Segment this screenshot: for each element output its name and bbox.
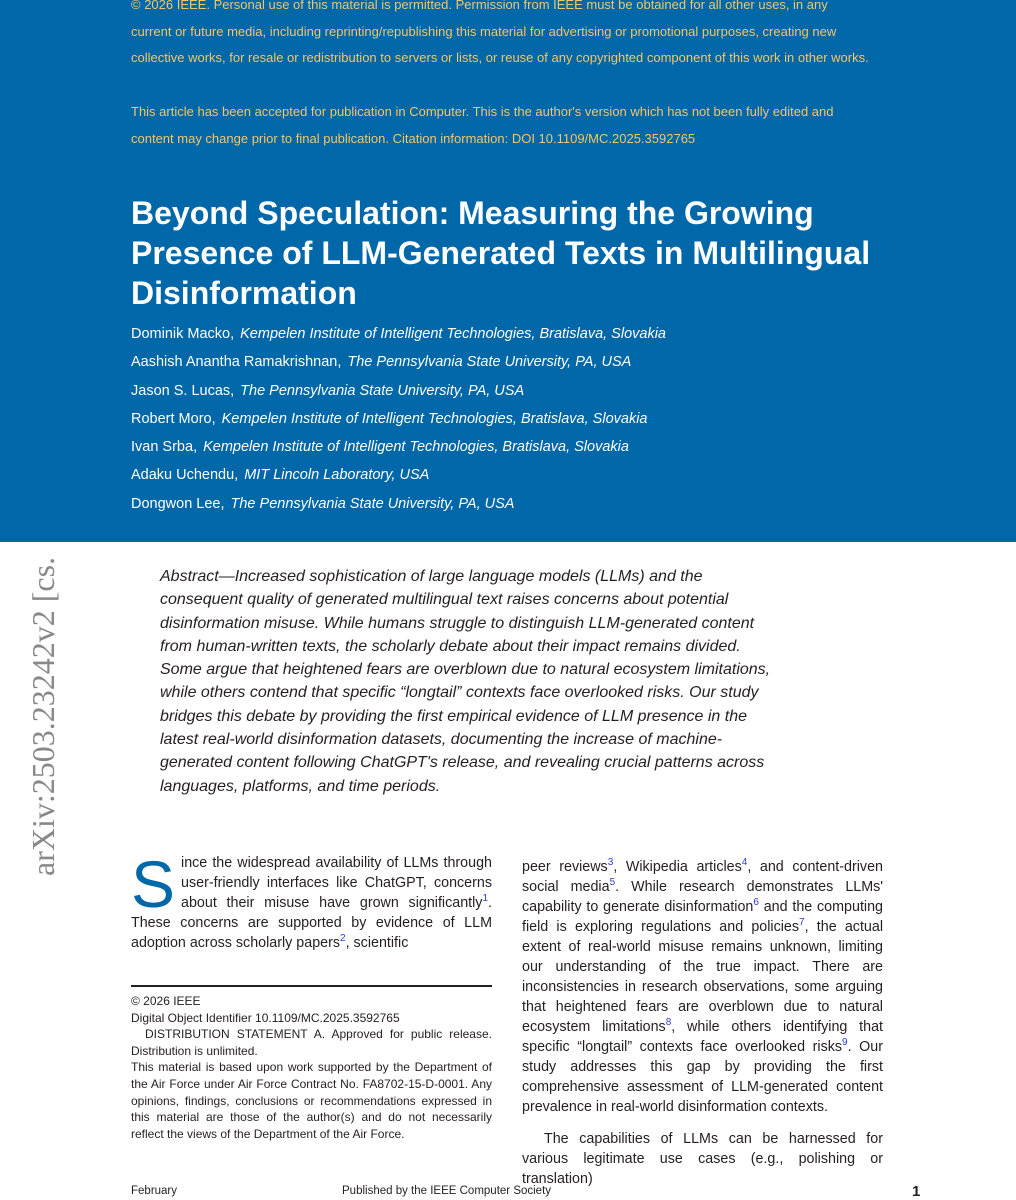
- citation-ref[interactable]: 1: [482, 893, 489, 905]
- body-text-span: . While research demonstrates LLMs' capability to generate disinformation: [522, 879, 884, 915]
- citation-ref[interactable]: 8: [665, 1017, 672, 1029]
- body-column-right: [522, 857, 883, 1189]
- footer-month: February: [131, 1185, 178, 1197]
- second-paragraph: The capabilities of LLMs can be harnessed for various legitimate use cases (e.g., polishing or translation): [522, 1131, 883, 1187]
- paper-title: Beyond Speculation: Measuring the Growing Presence of LLM-Generated Texts in Multilingual Disinformation: [131, 195, 871, 311]
- acceptance-notice: This article has been accepted for publication in Computer. This is the author's version which has not been fully edited and content may change prior to final publication. Citation information: DOI 10.1109/MC.2025.3592765: [131, 104, 834, 146]
- intro-paragraph-start: [131, 847, 492, 953]
- footnote-rule: [131, 985, 492, 987]
- author-affiliation: The Pennsylvania State University, PA, USA: [347, 354, 632, 371]
- intro-paragraph-continued: [522, 857, 883, 1117]
- author-affiliation: The Pennsylvania State University, PA, USA: [240, 382, 525, 399]
- header-banner: [0, 0, 1016, 542]
- author-name: Jason S. Lucas,: [131, 382, 235, 399]
- author-entry: [131, 405, 931, 433]
- author-affiliation: Kempelen Institute of Intelligent Technologies, Bratislava, Slovakia: [240, 326, 666, 342]
- footnote-block: [131, 993, 492, 1142]
- citation-ref[interactable]: 4: [741, 857, 748, 869]
- author-affiliation: The Pennsylvania State University, PA, USA: [230, 495, 515, 512]
- author-name: Dongwon Lee,: [131, 495, 225, 512]
- author-entry: [131, 320, 931, 348]
- footer-publisher: Published by the IEEE Computer Society: [342, 1185, 552, 1197]
- page-number: 1: [912, 1183, 921, 1200]
- author-name: Aashish Anantha Ramakrishnan,: [131, 354, 342, 371]
- author-name: Dominik Macko,: [131, 326, 235, 342]
- body-text-span: and the computing field is exploring regulations and policies: [522, 899, 883, 935]
- footnote-copyright: © 2026 IEEE: [131, 994, 201, 1008]
- author-name: Ivan Srba,: [131, 439, 198, 456]
- author-name: Robert Moro,: [131, 410, 216, 427]
- citation-ref[interactable]: 2: [340, 933, 346, 945]
- abstract: [160, 565, 785, 798]
- author-affiliation: MIT Lincoln Laboratory, USA: [244, 467, 430, 484]
- citation-ref[interactable]: 7: [799, 917, 805, 929]
- author-affiliation: Kempelen Institute of Intelligent Technologies, Bratislava, Slovakia: [221, 410, 648, 427]
- author-entry: [131, 348, 931, 376]
- body-text-span: ince the widespread availability of LLMs through user-friendly interfaces like ChatGPT, concerns about their misuse have grown significantly: [181, 855, 492, 911]
- abstract-label: Abstract: [160, 568, 219, 585]
- body-text-span: , scientific: [345, 935, 409, 951]
- arxiv-identifier: arXiv:2503.23242v2 [cs.: [25, 556, 61, 876]
- body-text-span: , and content-driven social media: [522, 859, 883, 895]
- body-text-span: peer reviews: [522, 859, 608, 875]
- author-entry: [131, 433, 931, 461]
- copyright-notice: © 2026 IEEE. Personal use of this material is permitted. Permission from IEEE must be obtained for all other uses, in any current or future media, including reprinting/republishing this material for advertising or promotional purposes, creating new collective works, for resale or redistribution to servers or lists, or reuse of any copyrighted component of this work in other works.: [131, 0, 869, 65]
- body-column-left: [131, 847, 492, 953]
- body-text-span: , the actual extent of real-world misuse remains unknown, limiting our understanding of the true impact. There are inconsistencies in research observations, some arguing that heightened fears are overblown due to natural ecosystem limitations: [522, 919, 884, 1035]
- citation-ref[interactable]: 5: [609, 877, 616, 889]
- author-entry: [131, 377, 931, 405]
- abstract-text: —Increased sophistication of large language models (LLMs) and the consequent quality of generated multilingual text raises concerns about potential disinformation misuse. While humans struggle to distinguish LLM-generated content from human-written texts, the scholarly debate about their impact remains divided. Some argue that heightened fears are overblown due to natural ecosystem limitations, while others contend that specific “longtail” contexts face overlooked risks. Our study bridges this debate by providing the first empirical evidence of LLM presence in the latest real-world disinformation datasets, documenting the increase of machine-generated content following ChatGPT's release, and revealing crucial patterns across languages, platforms, and time periods.: [160, 568, 771, 795]
- citation-ref[interactable]: 3: [607, 857, 614, 869]
- citation-ref[interactable]: 9: [842, 1037, 848, 1049]
- citation-ref[interactable]: 6: [753, 897, 759, 909]
- body-text-span: , Wikipedia articles: [613, 859, 742, 875]
- author-entry: [131, 490, 931, 518]
- drop-cap: S: [131, 847, 176, 921]
- body-text-span: . Our study addresses this gap by providing the first comprehensive assessment of LLM-generated content prevalence in real-world disinformation contexts.: [522, 1039, 884, 1115]
- footnote-doi: Digital Object Identifier 10.1109/MC.2025.3592765: [131, 1010, 400, 1025]
- footnote-support: This material is based upon work supported by the Department of the Air Force under Air Force Contract No. FA8702-15-D-0001. Any opinions, findings, conclusions or recommendations expressed in this material are those of the author(s) and do not necessarily reflect the views of the Department of the Air Force.: [131, 1060, 492, 1141]
- body-text-span: . These concerns are supported by evidence of LLM adoption across scholarly papers: [131, 895, 492, 951]
- author-affiliation: Kempelen Institute of Intelligent Technologies, Bratislava, Slovakia: [203, 439, 629, 456]
- footnote-distribution: DISTRIBUTION STATEMENT A. Approved for public release. Distribution is unlimited.: [131, 1027, 492, 1058]
- author-list: [131, 320, 931, 518]
- author-name: Adaku Uchendu,: [131, 467, 239, 484]
- body-text-span: , while others identifying that specific “longtail” contexts face overlooked risks: [522, 1019, 883, 1055]
- author-entry: [131, 461, 931, 489]
